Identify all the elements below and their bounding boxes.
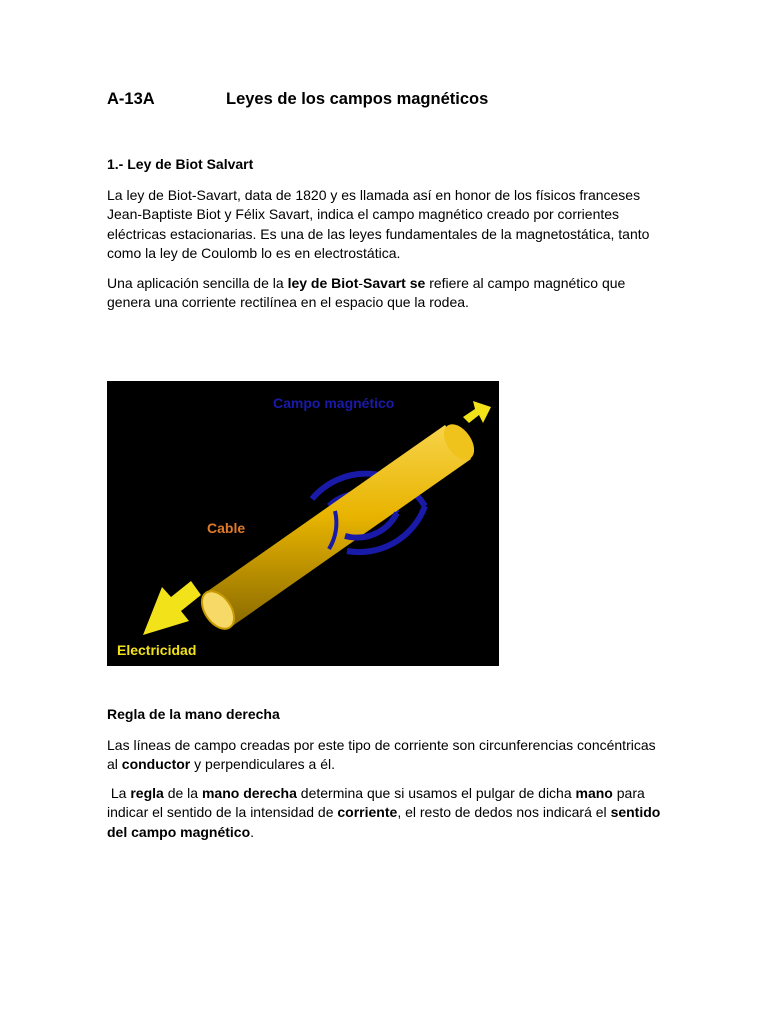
bold-run: corriente xyxy=(337,804,398,821)
paragraph-right-hand-rule xyxy=(107,784,667,842)
bold-run: regla xyxy=(130,785,164,801)
bold-run: sentido del campo magnético xyxy=(107,804,665,840)
text-run: para indicar el sentido de la intensidad de xyxy=(107,785,649,821)
paragraph-field-lines xyxy=(107,736,667,775)
bold-run: mano derecha xyxy=(201,785,297,801)
text-run: . xyxy=(250,823,255,840)
paragraph-biot-savart-application xyxy=(107,274,667,313)
label-cable: Cable xyxy=(207,520,246,536)
section-heading-right-hand-rule: Regla de la mano derecha xyxy=(107,706,280,722)
text-run: Las líneas de campo creadas por este tipo de corriente son circunferencias concéntricas al xyxy=(107,737,656,773)
current-arrow-front-icon xyxy=(143,581,201,635)
document-title: Leyes de los campos magnéticos xyxy=(226,90,489,108)
text-run: - xyxy=(358,275,364,291)
magnetic-field-illustration xyxy=(107,381,499,666)
bold-run: conductor xyxy=(121,756,191,773)
text-run: y perpendiculares a él. xyxy=(190,756,336,773)
section-heading-biot-savart: 1.- Ley de Biot Salvart xyxy=(107,156,254,172)
label-electricidad: Electricidad xyxy=(117,642,197,658)
current-arrow-back-icon xyxy=(463,401,491,423)
text-run: determina que si usamos el pulgar de dicha xyxy=(296,785,576,801)
text-run: Una aplicación sencilla de la xyxy=(107,275,288,291)
bold-run: mano xyxy=(575,785,613,801)
text-run: La xyxy=(107,785,131,801)
paragraph-biot-savart-intro: La ley de Biot-Savart, data de 1820 y es llamada así en honor de los físicos franceses Jean-Baptiste Biot y Félix Savart, indica el campo magnético creado por corrientes eléctricas estacionarias. Es una de las leyes fundamentales de la magnetostática, tanto como la ley de Coulomb lo es en electrostática. xyxy=(107,187,650,261)
document-code: A-13A xyxy=(107,90,155,108)
label-campo-magnetico: Campo magnético xyxy=(273,395,395,411)
text-run: refiere al campo magnético que genera una corriente rectilínea en el espacio que la rodea. xyxy=(107,275,626,311)
text-run: de la xyxy=(163,785,202,801)
text-run: , el resto de dedos nos indicará el xyxy=(397,804,611,821)
bold-run: Savart se xyxy=(363,275,426,291)
cable-field-diagram xyxy=(107,381,499,666)
bold-run: ley de Biot xyxy=(287,275,359,291)
